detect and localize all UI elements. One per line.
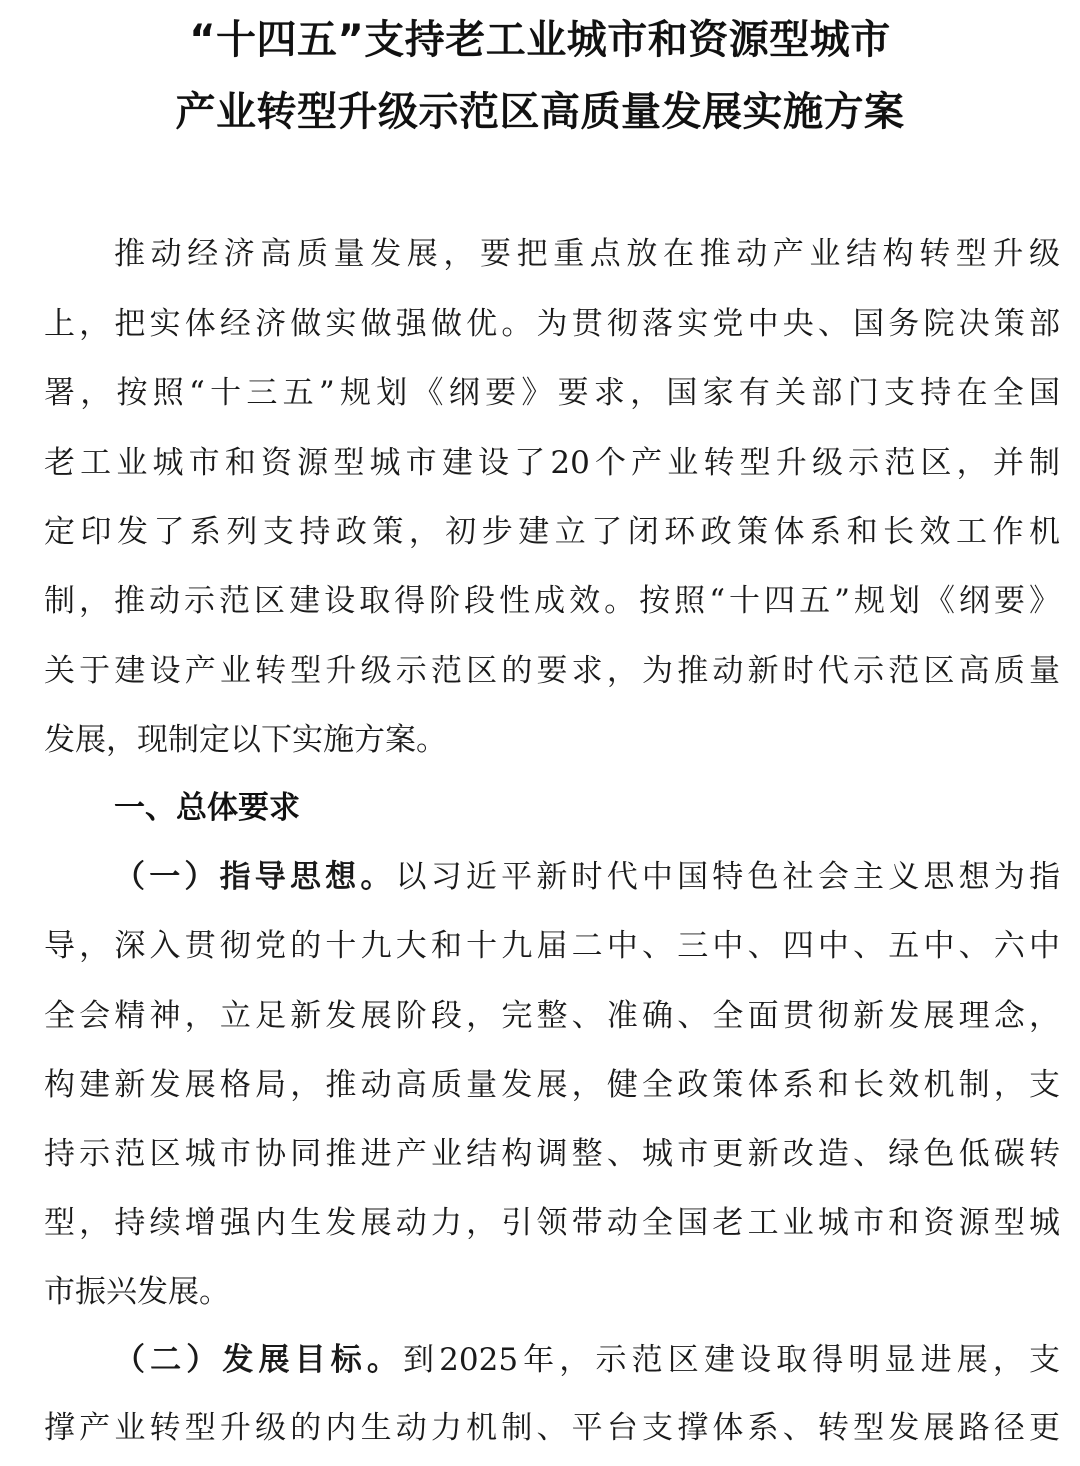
- guiding-text: 以习近平新时代中国特色社会主义思想为指: [395, 859, 1061, 895]
- goals-line: 撑产业转型升级的内生动力机制、平台支撑体系、转型发展路径更: [44, 1410, 1060, 1446]
- intro-line: 制，推动示范区建设取得阶段性成效。按照“十四五”规划《纲要》: [44, 583, 1060, 619]
- document-title-line-1: “十四五”支持老工业城市和资源型城市: [189, 17, 891, 63]
- intro-line: 定印发了系列支持政策，初步建立了闭环政策体系和长效工作机: [44, 514, 1060, 550]
- goals-text: 到2025年，示范区建设取得明显进展，支: [403, 1342, 1060, 1378]
- section-heading: 一、总体要求: [114, 790, 300, 826]
- goals-line: [114, 1340, 1060, 1380]
- guiding-line: 全会精神，立足新发展阶段，完整、准确、全面贯彻新发展理念，: [44, 998, 1060, 1034]
- guiding-line: 持示范区城市协同推进产业结构调整、城市更新改造、绿色低碳转: [44, 1136, 1060, 1172]
- guiding-label: （一）指导思想。: [114, 859, 396, 895]
- goals-label: （二）发展目标。: [114, 1342, 404, 1378]
- guiding-line: 导，深入贯彻党的十九大和十九届二中、三中、四中、五中、六中: [44, 928, 1060, 964]
- intro-line: 关于建设产业转型升级示范区的要求，为推动新时代示范区高质量: [44, 653, 1060, 689]
- intro-line: 老工业城市和资源型城市建设了20个产业转型升级示范区，并制: [44, 445, 1060, 481]
- guiding-line: 市振兴发展。: [44, 1274, 230, 1310]
- intro-line: 上，把实体经济做实做强做优。为贯彻落实党中央、国务院决策部: [44, 306, 1060, 342]
- guiding-line: 构建新发展格局，推动高质量发展，健全政策体系和长效机制，支: [44, 1067, 1060, 1103]
- document-title-line-2: 产业转型升级示范区高质量发展实施方案: [175, 89, 905, 135]
- intro-line: 署，按照“十三五”规划《纲要》要求，国家有关部门支持在全国: [44, 375, 1060, 411]
- guiding-line: [114, 857, 1060, 897]
- intro-line: 发展，现制定以下实施方案。: [44, 722, 447, 758]
- intro-line: 推动经济高质量发展，要把重点放在推动产业结构转型升级: [114, 236, 1060, 272]
- guiding-line: 型，持续增强内生发展动力，引领带动全国老工业城市和资源型城: [44, 1205, 1060, 1241]
